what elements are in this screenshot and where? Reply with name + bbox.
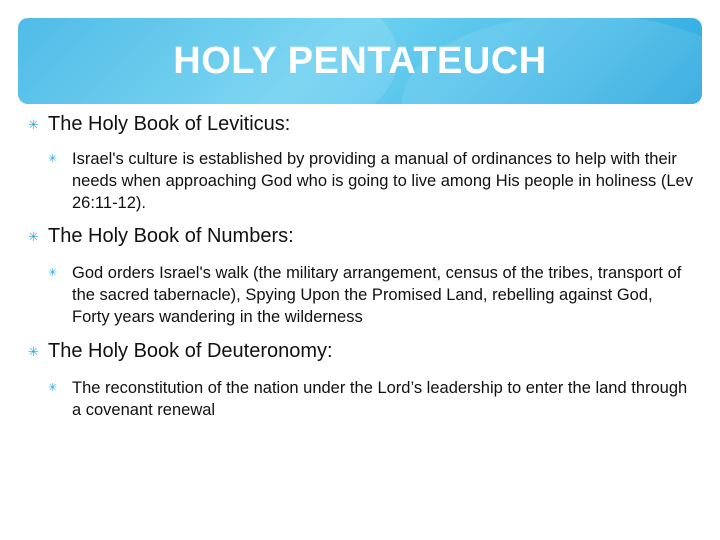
title-banner <box>18 18 702 104</box>
slide-content <box>30 112 694 421</box>
asterisk-bullet-icon: ✳ <box>48 153 58 165</box>
heading-text: The Holy Book of Leviticus: <box>48 113 291 135</box>
heading-text: The Holy Book of Numbers: <box>48 225 294 247</box>
heading-text: The Holy Book of Deuteronomy: <box>48 340 333 362</box>
detail-text: The reconstitution of the nation under the Lord’s leadership to enter the land through a covenant renewal <box>72 379 688 419</box>
section-detail-deuteronomy <box>48 377 694 421</box>
detail-text: Israel's culture is established by providing a manual of ordinances to help with their needs when approaching God who is going to live among His people in holiness (Lev 26:11-12). <box>72 150 693 212</box>
asterisk-bullet-icon: ✳ <box>48 382 58 394</box>
asterisk-bullet-icon: ✳ <box>28 229 39 244</box>
section-heading-numbers <box>30 224 694 248</box>
section-heading-deuteronomy <box>30 339 694 363</box>
slide-title: HOLY PENTATEUCH <box>173 40 547 82</box>
asterisk-bullet-icon: ✳ <box>48 267 58 279</box>
asterisk-bullet-icon: ✳ <box>28 344 39 359</box>
section-detail-numbers <box>48 262 694 328</box>
detail-text: God orders Israel's walk (the military arrangement, census of the tribes, transport of the sacred tabernacle), Spying Upon the Promised Land, rebelling against God, Forty years wandering in the wilderness <box>72 264 682 326</box>
section-heading-leviticus <box>30 112 694 136</box>
asterisk-bullet-icon: ✳ <box>28 117 39 132</box>
section-detail-leviticus <box>48 148 694 214</box>
